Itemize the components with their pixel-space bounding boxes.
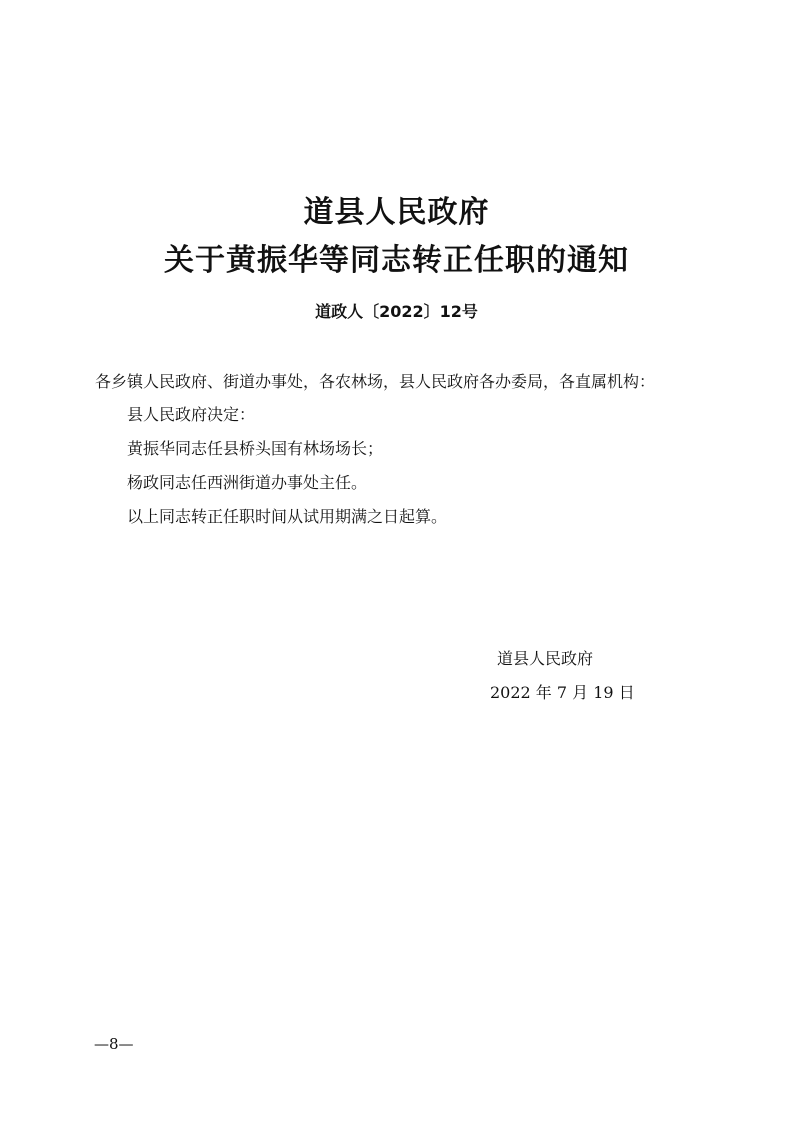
paragraph-appointment-2: 杨政同志任西洲街道办事处主任。	[127, 473, 368, 492]
document-number: 道政人〔2022〕12号	[315, 302, 478, 321]
document-title-line-1: 道县人民政府	[303, 195, 490, 230]
signing-authority: 道县人民政府	[497, 649, 594, 668]
document-title-line-2: 关于黄振华等同志转正任职的通知	[164, 243, 629, 278]
page-number: —8—	[94, 1035, 134, 1053]
signing-date: 2022 年 7 月 19 日	[490, 683, 635, 702]
paragraph-appointment-1: 黄振华同志任县桥头国有林场场长；	[127, 439, 384, 458]
paragraph-effective-time: 以上同志转正任职时间从试用期满之日起算。	[127, 507, 448, 526]
paragraph-decision: 县人民政府决定：	[127, 405, 256, 424]
addressee: 各乡镇人民政府、街道办事处，各农林场，县人民政府各办委局，各直属机构：	[95, 372, 656, 391]
